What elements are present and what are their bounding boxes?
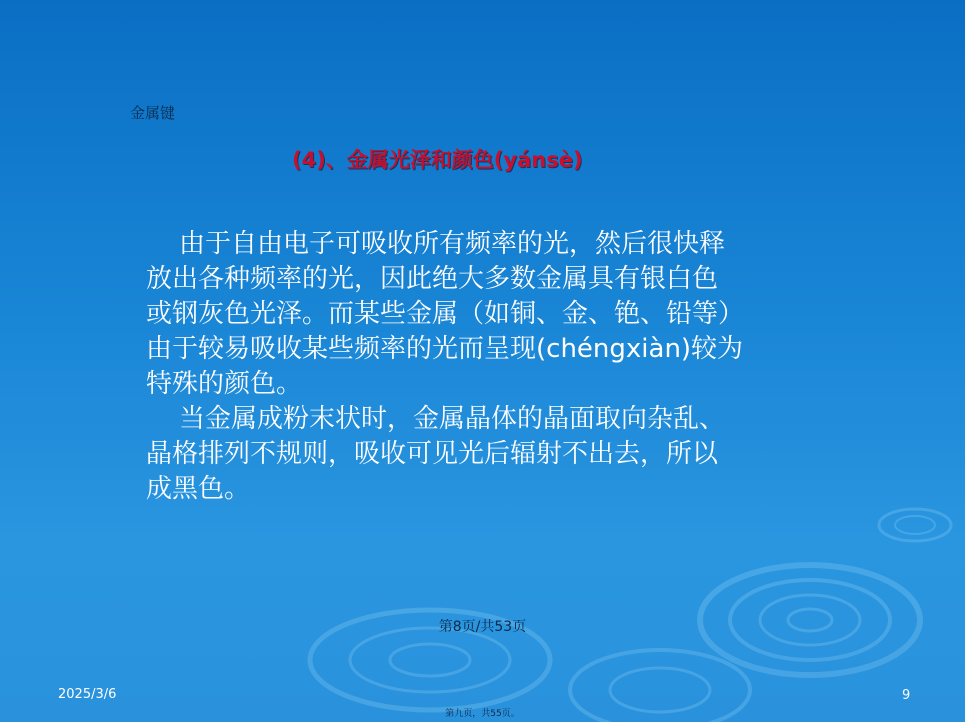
body-line: 特殊的颜色。 [146, 369, 303, 399]
body-line: 成黑色。 [146, 474, 251, 504]
slide-number: 9 [902, 688, 911, 703]
body-line: 由于较易吸收某些频率的光而呈现(chéngxiàn)较为 [146, 334, 744, 364]
body-line: 当金属成粉末状时，金属晶体的晶面取向杂乱、 [146, 404, 726, 434]
slide-topic: 金属键 [130, 104, 176, 122]
footer-date: 2025/3/6 [58, 687, 117, 702]
body-line: 晶格排列不规则，吸收可见光后辐射不出去，所以 [146, 439, 719, 469]
slide-body [146, 227, 876, 507]
slide-title: (4)、金属光泽和颜色(yánsè) [292, 148, 583, 172]
body-line: 放出各种频率的光，因此绝大多数金属具有银白色 [146, 264, 719, 294]
body-line: 由于自由电子可吸收所有频率的光，然后很快释 [146, 229, 726, 259]
inner-page-number: 第8页/共53页 [438, 619, 527, 635]
footer-page-label: 第九页，共55页。 [445, 709, 520, 719]
body-line: 或钢灰色光泽。而某些金属（如铜、金、铯、铅等） [146, 299, 745, 329]
